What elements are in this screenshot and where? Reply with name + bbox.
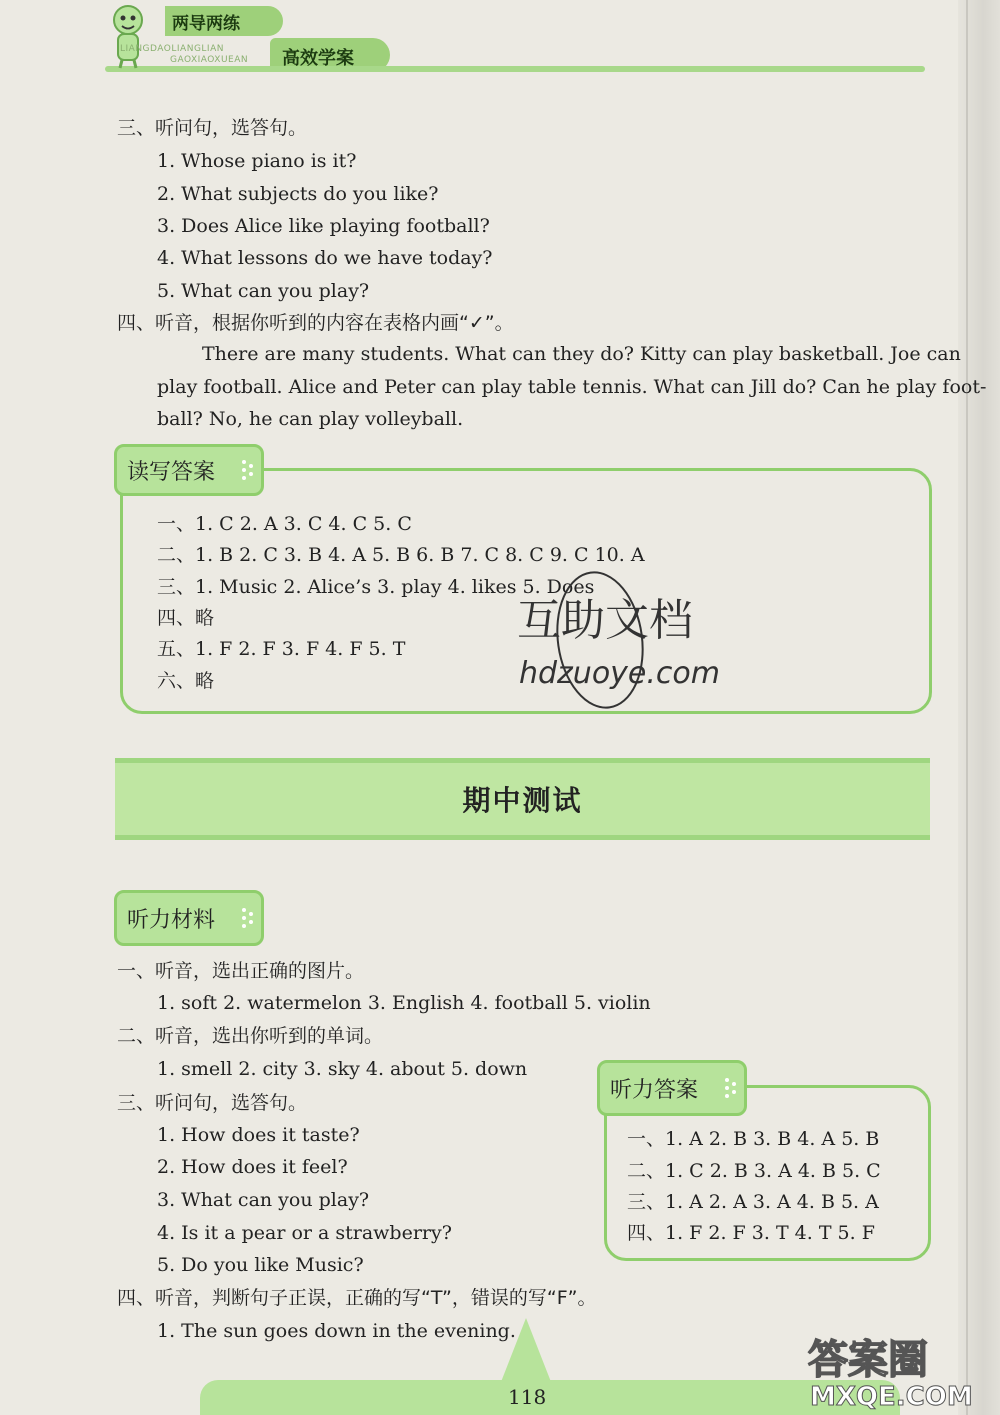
mascot-icon xyxy=(100,0,170,70)
stamp-text-1: 互助文档 xyxy=(517,595,693,646)
question-heading: 四、听音，判断句子正误，正确的写“T”，错误的写“F”。 xyxy=(117,1287,597,1309)
passage-line: play football. Alice and Peter can play table tennis. What can Jill do? Can he play foot- xyxy=(157,376,987,398)
question-item: 3. Does Alice like playing football? xyxy=(157,215,490,237)
question-item: 5. What can you play? xyxy=(157,280,370,302)
passage-line: ball? No, he can play volleyball. xyxy=(157,408,464,430)
question-item: 1. How does it taste? xyxy=(157,1124,360,1146)
answer-line: 四、略 xyxy=(157,607,215,629)
page-binding-line xyxy=(966,0,968,1415)
listening-materials-tab xyxy=(114,890,264,946)
handwritten-stamp xyxy=(505,565,735,715)
header-rule xyxy=(105,66,925,72)
watermark-text-1: 答案圈 xyxy=(808,1337,928,1383)
watermark-logo xyxy=(800,1325,990,1410)
question-heading: 四、听音，根据你听到的内容在表格内画“✓”。 xyxy=(117,312,514,334)
answer-line: 一、1. C 2. A 3. C 4. C 5. C xyxy=(157,513,412,535)
arrow-dots-icon xyxy=(241,456,255,484)
question-heading: 三、听问句，选答句。 xyxy=(117,117,308,139)
passage-line: There are many students. What can they do? Kitty can play basketball. Joe can xyxy=(202,343,961,365)
question-item: 3. What can you play? xyxy=(157,1189,370,1211)
section-banner xyxy=(115,758,930,840)
listening-answers-label: 听力答案 xyxy=(610,1077,699,1103)
question-item: 1. The sun goes down in the evening. xyxy=(157,1320,516,1342)
question-item: 5. Do you like Music? xyxy=(157,1254,364,1276)
question-items: 1. soft 2. watermelon 3. English 4. football 5. violin xyxy=(157,992,651,1014)
question-item: 1. Whose piano is it? xyxy=(157,150,357,172)
header-pinyin-1: LIANGDAOLIANGLIAN xyxy=(120,44,224,54)
answer-line: 二、1. C 2. B 3. A 4. B 5. C xyxy=(627,1160,881,1182)
reading-answers-tab xyxy=(114,444,264,496)
question-item: 2. What subjects do you like? xyxy=(157,183,439,205)
header-pinyin-2: GAOXIAOXUEAN xyxy=(170,55,249,65)
answer-line: 六、略 xyxy=(157,670,215,692)
header-title-bottom: 高效学案 xyxy=(282,48,354,69)
answer-line: 二、1. B 2. C 3. B 4. A 5. B 6. B 7. C 8. C 9. C 10. A xyxy=(157,544,645,566)
page-number: 118 xyxy=(508,1385,547,1409)
answer-line: 一、1. A 2. B 3. B 4. A 5. B xyxy=(627,1128,880,1150)
answer-line: 四、1. F 2. F 3. T 4. T 5. F xyxy=(627,1222,875,1244)
section-title: 期中测试 xyxy=(462,784,583,817)
stamp-text-2: hdzuoye.com xyxy=(519,656,720,691)
watermark-text-2: MXQE.COM xyxy=(810,1382,973,1410)
answer-line: 五、1. F 2. F 3. F 4. F 5. T xyxy=(157,638,406,660)
question-item: 4. Is it a pear or a strawberry? xyxy=(157,1222,452,1244)
question-item: 4. What lessons do we have today? xyxy=(157,247,493,269)
question-heading: 三、听问句，选答句。 xyxy=(117,1092,308,1114)
arrow-dots-icon xyxy=(241,904,255,932)
question-item: 2. How does it feel? xyxy=(157,1156,348,1178)
answer-line: 三、1. A 2. A 3. A 4. B 5. A xyxy=(627,1191,879,1213)
page-binding-edge xyxy=(958,0,1000,1415)
listening-materials-label: 听力材料 xyxy=(127,907,216,933)
header-title-top: 两导两练 xyxy=(172,14,240,34)
arrow-dots-icon xyxy=(724,1074,738,1102)
reading-answers-label: 读写答案 xyxy=(127,459,216,485)
question-heading: 一、听音，选出正确的图片。 xyxy=(117,960,365,982)
answer-line: 三、1. Music 2. Alice’s 3. play 4. likes 5. Does xyxy=(157,576,595,598)
listening-answers-tab xyxy=(597,1060,747,1116)
question-items: 1. smell 2. city 3. sky 4. about 5. down xyxy=(157,1058,528,1080)
question-heading: 二、听音，选出你听到的单词。 xyxy=(117,1025,384,1047)
